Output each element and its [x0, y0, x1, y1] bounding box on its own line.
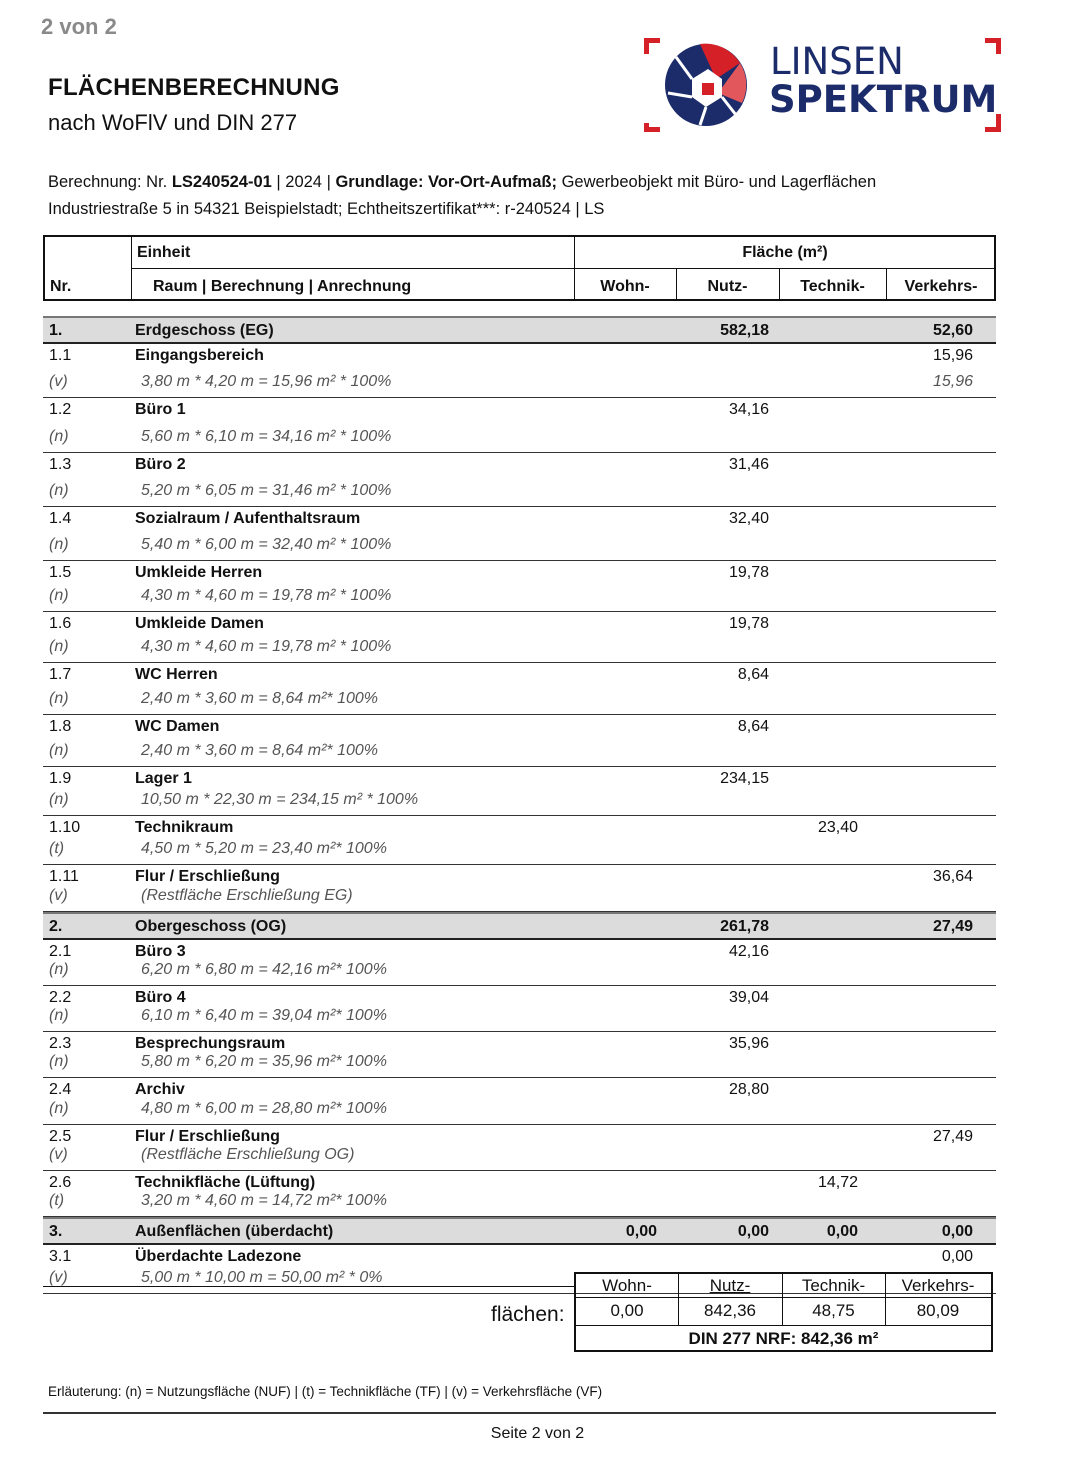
- summary-nutz: 842,36: [704, 1301, 756, 1320]
- table-row: [43, 453, 996, 507]
- summary-verkehr: 80,09: [916, 1301, 960, 1320]
- section-name: Obergeschoss (OG): [135, 918, 287, 935]
- area-class: (v): [49, 373, 68, 390]
- area-class: (n): [49, 690, 69, 707]
- area-class: (n): [49, 638, 69, 655]
- room-name: Umkleide Herren: [135, 564, 263, 581]
- row-nutz: 39,04: [728, 989, 769, 1006]
- area-class: (v): [49, 887, 68, 904]
- row-number: 1.3: [49, 456, 72, 473]
- area-calculation: 3,80 m * 4,20 m = 15,96 m² * 100%: [141, 373, 392, 390]
- area-calculation: 4,50 m * 5,20 m = 23,40 m²* 100%: [141, 840, 387, 857]
- document-subtitle: nach WoFlV und DIN 277: [48, 110, 298, 135]
- section-nutz: 261,78: [720, 918, 769, 935]
- room-name: WC Damen: [135, 718, 220, 735]
- area-calculation: 5,80 m * 6,20 m = 35,96 m²* 100%: [141, 1053, 387, 1070]
- header-raum: Raum | Berechnung | Anrechnung: [153, 278, 412, 295]
- page-indicator: 2 von 2: [41, 14, 117, 39]
- area-class: (v): [49, 1146, 68, 1163]
- area-class: (n): [49, 482, 69, 499]
- row-verkehr: 0,00: [941, 1248, 973, 1265]
- section-wohn: 0,00: [625, 1223, 657, 1240]
- row-number: 1.9: [49, 770, 72, 787]
- room-name: Eingangsbereich: [135, 347, 264, 364]
- row-technik: 14,72: [817, 1174, 858, 1191]
- section-nutz: 582,18: [720, 322, 769, 339]
- row-number: 2.1: [49, 943, 72, 960]
- room-name: Büro 1: [135, 401, 186, 418]
- area-calculation: 5,00 m * 10,00 m = 50,00 m² * 0%: [141, 1269, 383, 1286]
- area-table-body: [43, 316, 996, 1294]
- row-nutz: 35,96: [728, 1035, 769, 1052]
- table-row: [43, 1125, 996, 1171]
- area-class: (n): [49, 1007, 69, 1024]
- info-line-1: Berechnung: Nr. LS240524-01 | 2024 | Grundlage: Vor-Ort-Aufmaß; Gewerbeobjekt mit Büro- und Lagerflächen: [48, 173, 877, 191]
- area-class: (n): [49, 961, 69, 978]
- section-row: [43, 316, 996, 344]
- summary-technik: 48,75: [812, 1301, 855, 1320]
- row-number: 2.2: [49, 989, 72, 1006]
- header-nr: Nr.: [50, 278, 72, 295]
- area-calculation: (Restfläche Erschließung OG): [141, 1146, 355, 1163]
- area-calculation: 5,20 m * 6,05 m = 31,46 m² * 100%: [141, 482, 392, 499]
- room-name: Flur / Erschließung: [135, 868, 280, 885]
- row-number: 1.2: [49, 401, 72, 418]
- row-number: 2.6: [49, 1174, 72, 1191]
- area-calculation: 6,10 m * 6,40 m = 39,04 m²* 100%: [141, 1007, 387, 1024]
- table-row: [43, 767, 996, 816]
- area-calculation: 4,30 m * 4,60 m = 19,78 m² * 100%: [141, 587, 392, 604]
- room-name: Umkleide Damen: [135, 615, 264, 632]
- table-row: [43, 612, 996, 663]
- header-verkehr: Verkehrs-: [904, 278, 978, 295]
- table-row: [43, 561, 996, 612]
- row-number: 1.1: [49, 347, 72, 364]
- row-number: 1.6: [49, 615, 72, 632]
- row-nutz: 34,16: [728, 401, 769, 418]
- row-nutz: 234,15: [720, 770, 769, 787]
- section-nutz: 0,00: [737, 1223, 769, 1240]
- table-row: [43, 816, 996, 865]
- summary-head-nutz: Nutz-: [709, 1276, 751, 1295]
- area-calculation: 10,50 m * 22,30 m = 234,15 m² * 100%: [141, 791, 419, 808]
- linsen-spektrum-logo: [640, 34, 1006, 136]
- area-calculation: 2,40 m * 3,60 m = 8,64 m²* 100%: [141, 742, 379, 759]
- logo-line-2: SPEKTRUM: [769, 78, 998, 121]
- row-nutz: 32,40: [728, 510, 769, 527]
- header-wohn: Wohn-: [600, 278, 650, 295]
- table-row: [43, 1171, 996, 1217]
- section-verkehr: 27,49: [932, 918, 973, 935]
- info-line-2: Industriestraße 5 in 54321 Beispielstadt; Echtheitszertifikat***: r-240524 | LS: [48, 200, 605, 218]
- area-calculation: (Restfläche Erschließung EG): [141, 887, 353, 904]
- row-number: 2.4: [49, 1081, 72, 1098]
- area-class: (n): [49, 1053, 69, 1070]
- table-row: [43, 344, 996, 398]
- room-name: Technikraum: [135, 819, 234, 836]
- area-class: (n): [49, 536, 69, 553]
- page-number: Seite 2 von 2: [490, 1425, 585, 1442]
- room-name: Büro 2: [135, 456, 186, 473]
- table-header: [43, 235, 996, 301]
- summary-head-wohn: Wohn-: [602, 1276, 652, 1295]
- summary-label: flächen:: [491, 1303, 565, 1326]
- area-calculation: 2,40 m * 3,60 m = 8,64 m²* 100%: [141, 690, 379, 707]
- table-row: [43, 398, 996, 453]
- row-nutz: 28,80: [728, 1081, 769, 1098]
- room-name: Lager 1: [135, 770, 192, 787]
- calculation-info: [48, 169, 876, 223]
- area-calculation: 6,20 m * 6,80 m = 42,16 m²* 100%: [141, 961, 387, 978]
- summary-head-verkehr: Verkehrs-: [901, 1276, 975, 1295]
- summary-wohn: 0,00: [610, 1301, 644, 1320]
- area-class: (n): [49, 742, 69, 759]
- legend: Erläuterung: (n) = Nutzungsfläche (NUF) | (t) = Technikfläche (TF) | (v) = Verkehrsfläche (VF): [48, 1384, 603, 1399]
- row-verkehr: 15,96: [932, 347, 973, 364]
- section-number: 3.: [49, 1223, 63, 1240]
- area-class: (n): [49, 587, 69, 604]
- table-row: [43, 663, 996, 715]
- table-row: [43, 865, 996, 912]
- room-name: Überdachte Ladezone: [135, 1248, 302, 1265]
- area-class: (n): [49, 428, 69, 445]
- section-name: Außenflächen (überdacht): [135, 1223, 334, 1240]
- row-number: 1.4: [49, 510, 72, 527]
- row-verkehr: 36,64: [932, 868, 973, 885]
- logo-line-1: LINSEN: [770, 40, 904, 83]
- room-name: Archiv: [135, 1081, 185, 1098]
- area-class: (t): [49, 1192, 65, 1209]
- row-number: 1.8: [49, 718, 72, 735]
- table-row: [43, 715, 996, 767]
- row-number: 1.10: [49, 819, 81, 836]
- row-number: 1.11: [49, 868, 79, 885]
- summary-din: DIN 277 NRF: 842,36 m²: [688, 1329, 879, 1348]
- footer-rule: [43, 1412, 996, 1414]
- row-nutz: 42,16: [728, 943, 769, 960]
- document-title: FLÄCHENBERECHNUNG: [48, 74, 340, 101]
- calc-value: 15,96: [932, 373, 973, 390]
- table-row: [43, 507, 996, 561]
- row-number: 2.5: [49, 1128, 72, 1145]
- area-calculation: 4,80 m * 6,00 m = 28,80 m²* 100%: [141, 1100, 387, 1117]
- row-number: 1.5: [49, 564, 72, 581]
- room-name: Besprechungsraum: [135, 1035, 286, 1052]
- summary-rule: [43, 1286, 575, 1287]
- room-name: WC Herren: [135, 666, 218, 683]
- table-row: [43, 986, 996, 1032]
- area-class: (n): [49, 791, 69, 808]
- section-verkehr: 0,00: [941, 1223, 973, 1240]
- row-number: 3.1: [49, 1248, 72, 1265]
- row-nutz: 31,46: [728, 456, 769, 473]
- row-number: 2.3: [49, 1035, 72, 1052]
- section-row: [43, 1217, 996, 1245]
- row-nutz: 8,64: [737, 718, 769, 735]
- section-row: [43, 912, 996, 940]
- header-nutz: Nutz-: [707, 278, 748, 295]
- row-nutz: 19,78: [728, 564, 769, 581]
- area-class: (t): [49, 840, 65, 857]
- area-calculation: 5,60 m * 6,10 m = 34,16 m² * 100%: [141, 428, 392, 445]
- section-name: Erdgeschoss (EG): [135, 322, 274, 339]
- header-technik: Technik-: [800, 278, 865, 295]
- area-class: (v): [49, 1269, 68, 1286]
- room-name: Büro 4: [135, 989, 186, 1006]
- section-technik: 0,00: [826, 1223, 858, 1240]
- section-number: 1.: [49, 322, 63, 339]
- room-name: Flur / Erschließung: [135, 1128, 280, 1145]
- room-name: Technikfläche (Lüftung): [135, 1174, 316, 1191]
- area-calculation: 4,30 m * 4,60 m = 19,78 m² * 100%: [141, 638, 392, 655]
- table-row: [43, 1078, 996, 1125]
- room-name: Büro 3: [135, 943, 186, 960]
- row-number: 1.7: [49, 666, 72, 683]
- summary-head-technik: Technik-: [801, 1276, 866, 1295]
- area-calculation: 3,20 m * 4,60 m = 14,72 m²* 100%: [141, 1192, 387, 1209]
- area-class: (n): [49, 1100, 69, 1117]
- row-nutz: 19,78: [728, 615, 769, 632]
- table-row: [43, 1032, 996, 1078]
- section-verkehr: 52,60: [932, 322, 973, 339]
- area-calculation: 5,40 m * 6,00 m = 32,40 m² * 100%: [141, 536, 392, 553]
- row-verkehr: 27,49: [932, 1128, 973, 1145]
- header-flaeche: Fläche (m²): [742, 244, 828, 261]
- table-row: [43, 940, 996, 986]
- room-name: Sozialraum / Aufenthaltsraum: [135, 510, 361, 527]
- header-einheit: Einheit: [137, 244, 191, 261]
- section-number: 2.: [49, 918, 63, 935]
- row-technik: 23,40: [817, 819, 858, 836]
- row-nutz: 8,64: [737, 666, 769, 683]
- summary-box: [574, 1272, 993, 1352]
